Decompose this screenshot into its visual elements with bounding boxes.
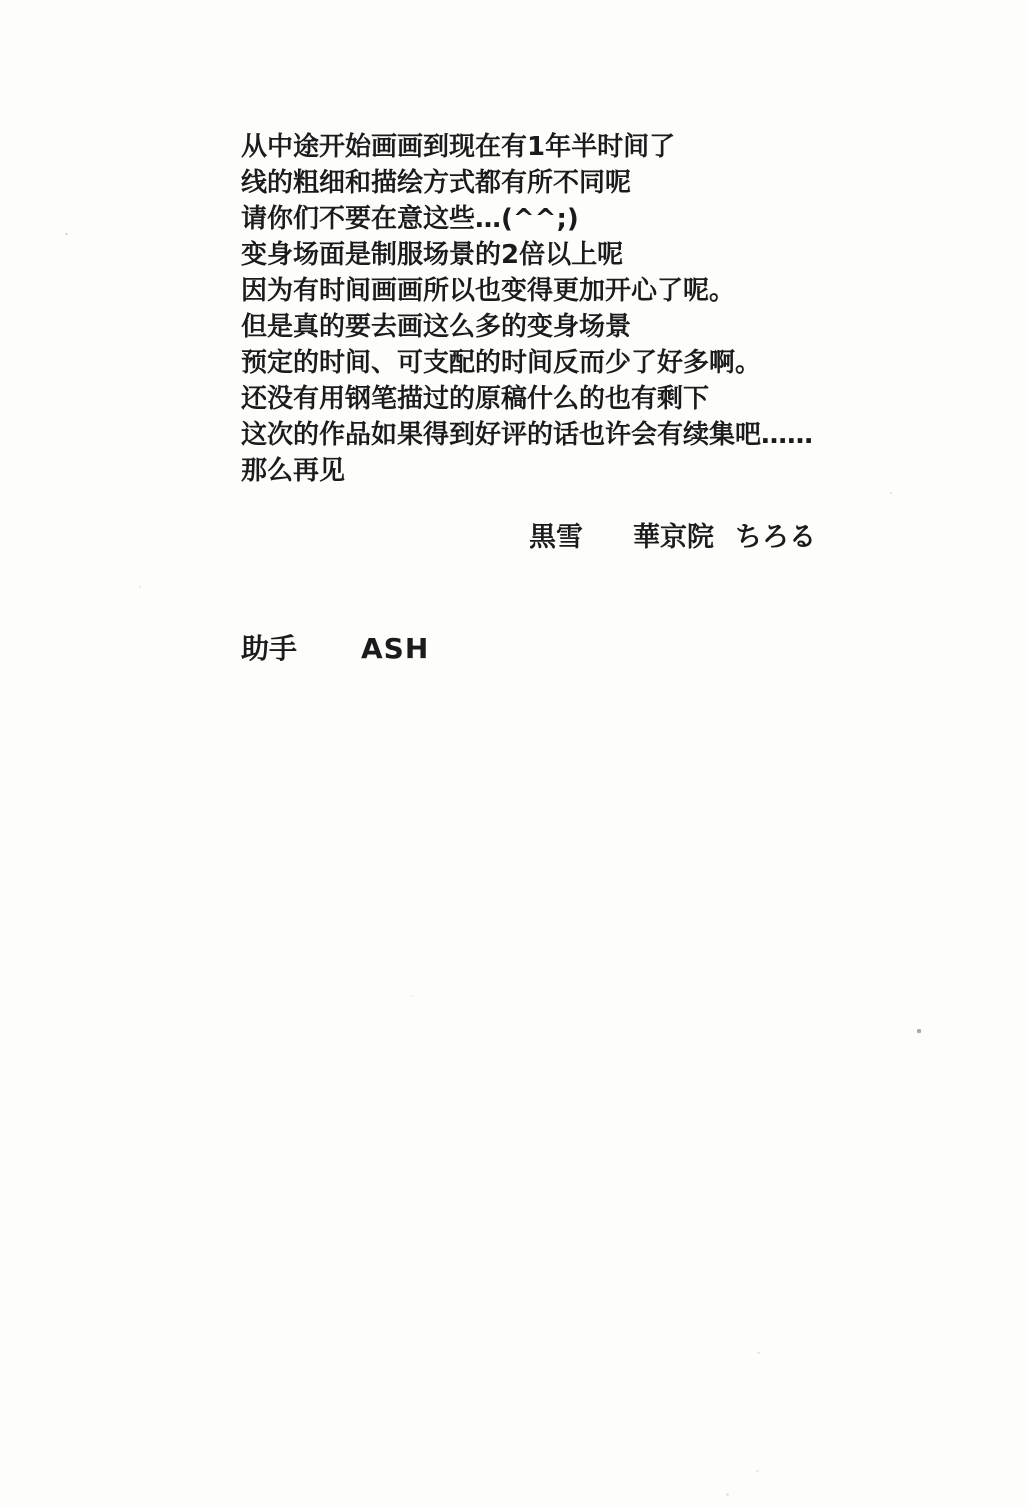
scan-speck [411,995,413,997]
scan-speck [756,1470,759,1472]
assistant-credit-line [241,633,429,665]
afterword-line-3: 请你们不要在意这些…(^^;) [241,204,579,234]
scan-speck [757,1352,760,1354]
assistant-name: ASH [361,632,430,665]
scan-speck [890,492,892,494]
scan-speck [917,1029,921,1033]
afterword-line-2: 线的粗细和描绘方式都有所不同呢 [241,168,632,198]
scan-speck [65,233,68,235]
circle-name: 黒雪 [529,522,583,553]
author-family-name: 華京院 [633,522,714,553]
assistant-label: 助手 [241,632,298,665]
afterword-line-7: 预定的时间、可支配的时间反而少了好多啊。 [241,348,762,378]
afterword-line-1: 从中途开始画画到现在有1年半时间了 [241,132,676,162]
afterword-line-4: 变身场面是制服场景的2倍以上呢 [241,240,624,270]
afterword-line-5: 因为有时间画画所以也变得更加开心了呢。 [241,276,736,306]
author-given-name: ちろる [735,522,816,553]
signature-line [529,522,816,554]
afterword-line-6: 但是真的要去画这么多的变身场景 [241,312,632,342]
afterword-text-block [241,129,813,489]
scan-speck [726,1493,729,1496]
afterword-line-9: 这次的作品如果得到好评的话也许会有续集吧…… [241,420,814,450]
afterword-line-10: 那么再见 [241,456,346,486]
afterword-line-8: 还没有用钢笔描过的原稿什么的也有剩下 [241,384,710,414]
scan-speck [139,586,141,588]
